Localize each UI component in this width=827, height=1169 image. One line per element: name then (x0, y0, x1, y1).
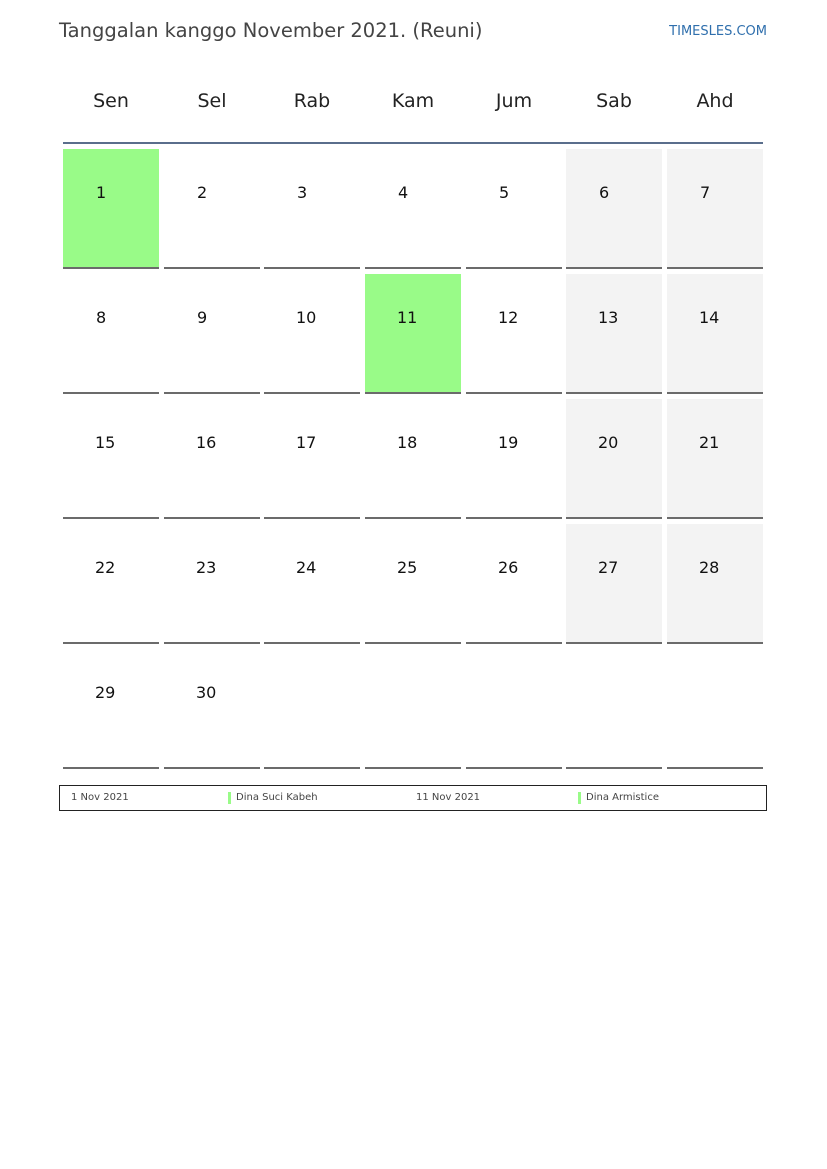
legend-swatch (578, 792, 581, 804)
day-cell (365, 399, 461, 519)
day-number: 30 (196, 683, 217, 702)
day-cell (63, 399, 159, 519)
day-cell (466, 274, 562, 394)
day-cell (566, 274, 662, 394)
day-number: 4 (398, 183, 409, 202)
weekday-label: Sen (93, 90, 129, 112)
day-number: 13 (598, 308, 619, 327)
day-cell (667, 649, 763, 769)
weekday-label: Sel (197, 90, 227, 112)
day-number: 26 (498, 558, 519, 577)
day-cell (164, 399, 260, 519)
weekday-label: Jum (495, 90, 533, 112)
day-cell (264, 274, 360, 394)
day-cell (63, 149, 159, 269)
day-number: 1 (96, 183, 107, 202)
weekday-label: Sab (596, 90, 632, 112)
day-number: 17 (296, 433, 317, 452)
day-number: 3 (297, 183, 308, 202)
day-cell (365, 149, 461, 269)
day-cell (264, 399, 360, 519)
day-cell (365, 524, 461, 644)
day-number: 29 (95, 683, 116, 702)
day-number: 22 (95, 558, 116, 577)
day-number: 7 (700, 183, 711, 202)
day-number: 28 (699, 558, 720, 577)
weekday-label: Rab (293, 90, 331, 112)
day-number: 2 (197, 183, 208, 202)
day-cell (164, 649, 260, 769)
page-title: Tanggalan kanggo November 2021. (Reuni) (59, 19, 483, 42)
day-cell (466, 399, 562, 519)
day-number: 20 (598, 433, 619, 452)
day-cell (264, 524, 360, 644)
day-cell (164, 149, 260, 269)
legend-date: 1 Nov 2021 (71, 792, 129, 803)
day-cell (566, 149, 662, 269)
legend-date: 11 Nov 2021 (416, 792, 481, 803)
day-cell (264, 649, 360, 769)
day-number: 23 (196, 558, 217, 577)
legend-holiday-name: Dina Suci Kabeh (236, 792, 318, 803)
weekday-label: Kam (391, 90, 435, 112)
day-cell (63, 649, 159, 769)
day-cell (667, 524, 763, 644)
brand-link[interactable]: TIMESLES.COM (669, 24, 767, 39)
day-cell (466, 149, 562, 269)
day-number: 27 (598, 558, 619, 577)
day-cell (365, 649, 461, 769)
day-cell (264, 149, 360, 269)
day-cell (667, 274, 763, 394)
legend-swatch (228, 792, 231, 804)
day-cell (667, 149, 763, 269)
weekday-header-row (63, 90, 763, 118)
day-cell (365, 274, 461, 394)
day-cell (63, 274, 159, 394)
day-number: 18 (397, 433, 418, 452)
day-number: 5 (499, 183, 510, 202)
day-cell (63, 524, 159, 644)
day-number: 10 (296, 308, 317, 327)
calendar-grid (63, 149, 763, 769)
day-cell (566, 649, 662, 769)
day-cell (566, 524, 662, 644)
day-cell (164, 274, 260, 394)
day-number: 21 (699, 433, 720, 452)
day-number: 11 (397, 308, 418, 327)
day-number: 6 (599, 183, 610, 202)
day-cell (466, 524, 562, 644)
weekday-label: Ahd (696, 90, 734, 112)
day-cell (466, 649, 562, 769)
day-number: 12 (498, 308, 519, 327)
legend-holiday-name: Dina Armistice (586, 792, 659, 803)
day-number: 15 (95, 433, 116, 452)
day-number: 8 (96, 308, 107, 327)
day-number: 24 (296, 558, 317, 577)
day-cell (566, 399, 662, 519)
day-cell (667, 399, 763, 519)
day-number: 16 (196, 433, 217, 452)
header-divider (63, 142, 763, 144)
day-number: 19 (498, 433, 519, 452)
holiday-legend (59, 785, 767, 811)
day-number: 9 (197, 308, 208, 327)
day-number: 14 (699, 308, 720, 327)
day-cell (164, 524, 260, 644)
day-number: 25 (397, 558, 418, 577)
